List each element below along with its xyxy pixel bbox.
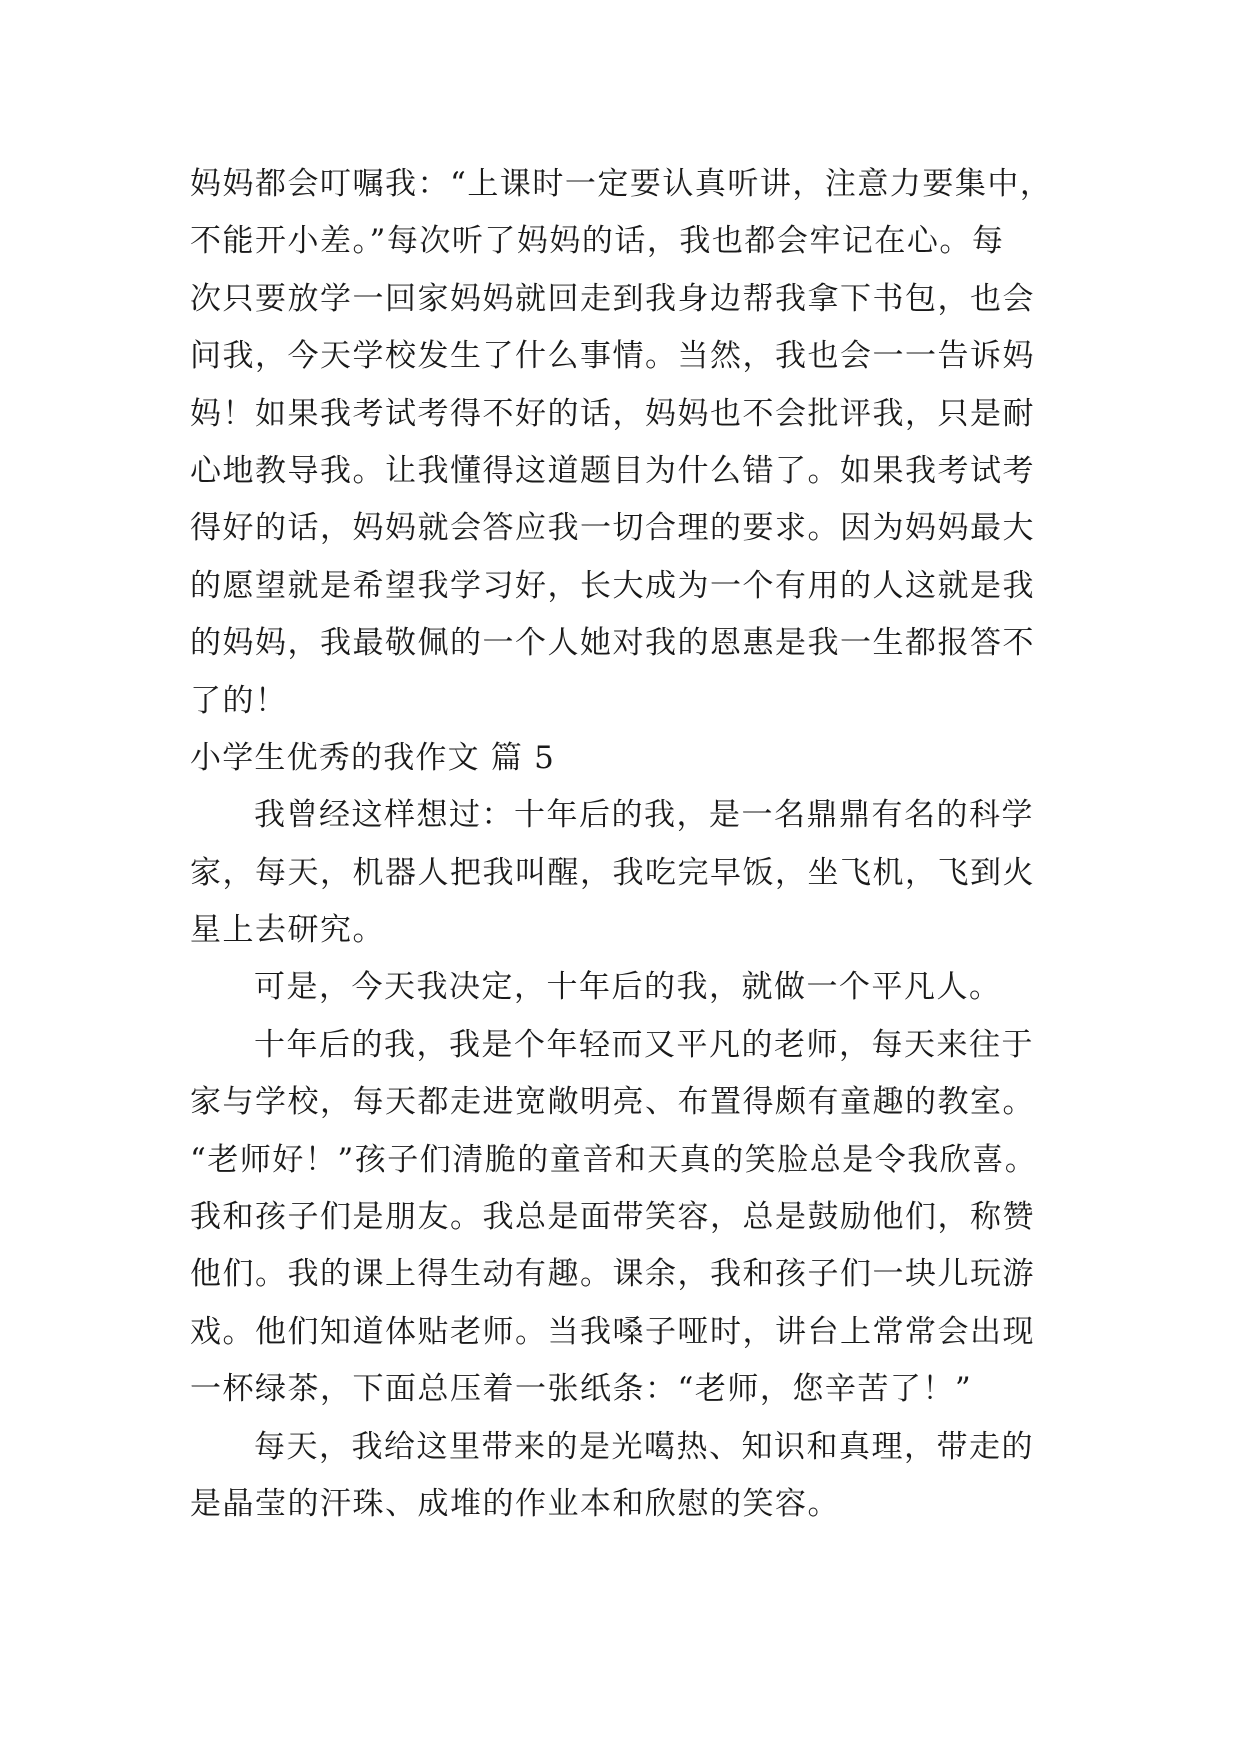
text-line: 他们。我的课上得生动有趣。课余，我和孩子们一块儿玩游 [190,1256,1035,1293]
text-line: 心地教导我。让我懂得这道题目为什么错了。如果我考试考 [190,452,1035,489]
text-line: 一杯绿茶，下面总压着一张纸条：“老师，您辛苦了！” [190,1371,973,1408]
text-line: 的妈妈，我最敬佩的一个人她对我的恩惠是我一生都报答不 [190,625,1035,662]
text-line: 问我，今天学校发生了什么事情。当然，我也会一一告诉妈 [190,338,1035,375]
paragraph-first-line: 可是，今天我决定，十年后的我，就做一个平凡人。 [254,969,1002,1006]
text-line: 不能开小差。”每次听了妈妈的话，我也都会牢记在心。每 [190,223,1005,260]
text-line: 得好的话，妈妈就会答应我一切合理的要求。因为妈妈最大 [190,510,1035,547]
text-line: 我和孩子们是朋友。我总是面带笑容，总是鼓励他们，称赞 [190,1199,1035,1236]
text-line: 妈妈都会叮嘱我：“上课时一定要认真听讲，注意力要集中， [190,166,1053,202]
text-line: 次只要放学一回家妈妈就回走到我身边帮我拿下书包，也会 [190,280,1035,317]
text-line: 了的！ [190,682,288,719]
essay-text-block [190,156,1070,1533]
text-line: 的愿望就是希望我学习好，长大成为一个有用的人这就是我 [190,567,1035,604]
text-line: 家与学校，每天都走进宽敞明亮、布置得颇有童趣的教室。 [190,1084,1035,1121]
text-line: 妈！如果我考试考得不好的话，妈妈也不会批评我，只是耐 [190,395,1035,432]
paragraph-first-line: 每天，我给这里带来的是光噶热、知识和真理，带走的 [254,1428,1034,1465]
text-line: 家，每天，机器人把我叫醒，我吃完早饭，坐飞机，飞到火 [190,854,1035,891]
section-heading: 小学生优秀的我作文 篇 5 [190,739,556,776]
paragraph-first-line: 十年后的我，我是个年轻而又平凡的老师，每天来往于 [254,1026,1034,1063]
paragraph-first-line: 我曾经这样想过：十年后的我，是一名鼎鼎有名的科学 [254,797,1034,834]
text-line: 星上去研究。 [190,912,385,949]
text-line: 戏。他们知道体贴老师。当我嗓子哑时，讲台上常常会出现 [190,1313,1035,1350]
text-line: “老师好！”孩子们清脆的童音和天真的笑脸总是令我欣喜。 [190,1141,1038,1178]
text-line: 是晶莹的汗珠、成堆的作业本和欣慰的笑容。 [190,1485,840,1522]
